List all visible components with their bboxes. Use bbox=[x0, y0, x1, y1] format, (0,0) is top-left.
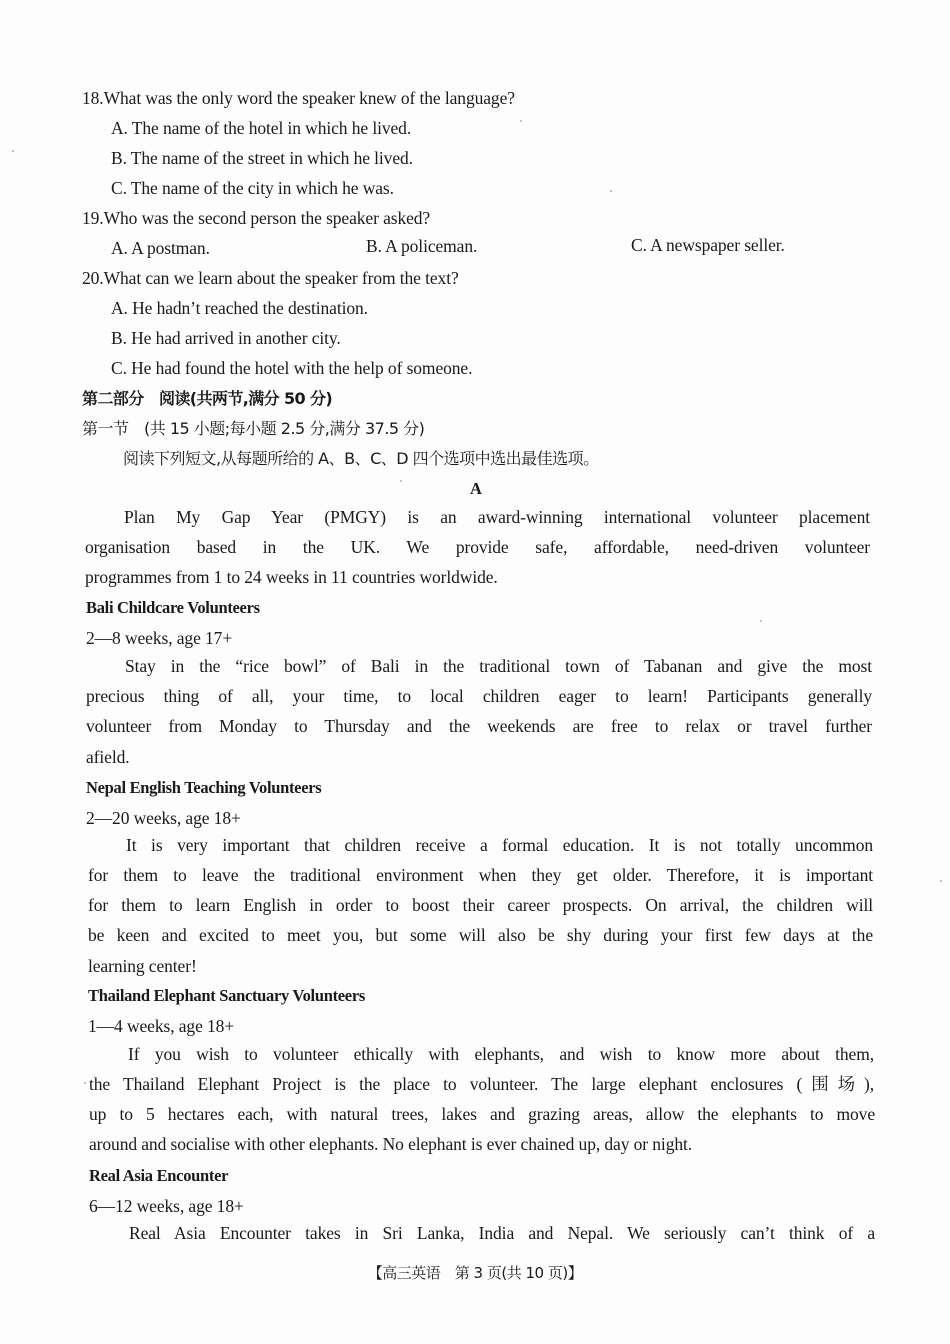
question-20 bbox=[82, 267, 459, 289]
question-18 bbox=[82, 87, 515, 109]
program-line: Real Asia Encounter takes in Sri Lanka, India and Nepal. We seriously can’t think of a bbox=[129, 1223, 875, 1243]
option-19b: B. A policeman. bbox=[366, 236, 478, 256]
intro-line: Plan My Gap Year (PMGY) is an award-winning international volunteer placement bbox=[124, 507, 870, 527]
program-title: Real Asia Encounter bbox=[89, 1166, 229, 1185]
scan-speck bbox=[84, 1082, 86, 1084]
option-20a: A. He hadn’t reached the destination. bbox=[111, 298, 368, 318]
question-stem: What was the only word the speaker knew of the language? bbox=[103, 88, 515, 108]
part-title: 第二部分 阅读(共两节,满分 50 分) bbox=[82, 389, 333, 408]
scan-speck bbox=[12, 150, 14, 152]
intro-line: programmes from 1 to 24 weeks in 11 countries worldwide. bbox=[85, 567, 498, 587]
question-number: 18. bbox=[82, 88, 104, 108]
scan-speck bbox=[400, 480, 402, 482]
instruction: 阅读下列短文,从每题所给的 A、B、C、D 四个选项中选出最佳选项。 bbox=[123, 449, 599, 468]
program-line: Stay in the “rice bowl” of Bali in the traditional town of Tabanan and give the most bbox=[125, 656, 872, 676]
program-line: It is very important that children receive a formal education. It is not totally uncommon bbox=[126, 835, 873, 855]
question-19 bbox=[82, 207, 430, 229]
program-line: up to 5 hectares each, with natural trees, lakes and grazing areas, allow the elephants to move bbox=[89, 1104, 875, 1124]
scan-speck bbox=[520, 120, 522, 122]
question-stem: What can we learn about the speaker from the text? bbox=[103, 268, 459, 288]
program-duration: 2—8 weeks, age 17+ bbox=[86, 628, 233, 648]
option-20c: C. He had found the hotel with the help of someone. bbox=[111, 358, 473, 378]
question-number: 20. bbox=[82, 268, 104, 288]
program-title: Nepal English Teaching Volunteers bbox=[86, 778, 322, 797]
passage-label: A bbox=[470, 479, 482, 498]
scan-speck bbox=[610, 190, 612, 192]
program-line: be keen and excited to meet you, but some will also be shy during your first few days at the bbox=[88, 925, 873, 945]
program-line: volunteer from Monday to Thursday and the weekends are free to relax or travel further bbox=[86, 716, 872, 736]
program-duration: 6—12 weeks, age 18+ bbox=[89, 1196, 244, 1216]
program-title: Thailand Elephant Sanctuary Volunteers bbox=[88, 986, 365, 1005]
question-number: 19. bbox=[82, 208, 104, 228]
program-duration: 2—20 weeks, age 18+ bbox=[86, 808, 241, 828]
program-line: If you wish to volunteer ethically with elephants, and wish to know more about them, bbox=[128, 1044, 874, 1064]
option-18c: C. The name of the city in which he was. bbox=[111, 178, 394, 198]
option-19c: C. A newspaper seller. bbox=[631, 235, 785, 255]
program-line: afield. bbox=[86, 747, 130, 767]
program-line: the Thailand Elephant Project is the place to volunteer. The large elephant enclosures (围场), bbox=[89, 1074, 874, 1094]
page-footer: 【高三英语 第 3 页(共 10 页)】 bbox=[367, 1264, 583, 1282]
section-title: 第一节 (共 15 小题;每小题 2.5 分,满分 37.5 分) bbox=[82, 419, 425, 438]
question-stem: Who was the second person the speaker asked? bbox=[103, 208, 431, 228]
program-line: around and socialise with other elephants. No elephant is ever chained up, day or night. bbox=[89, 1134, 693, 1154]
scan-speck bbox=[760, 620, 762, 622]
program-title: Bali Childcare Volunteers bbox=[86, 598, 260, 617]
intro-line: organisation based in the UK. We provide safe, affordable, need-driven volunteer bbox=[85, 537, 870, 557]
program-line: for them to leave the traditional environment when they get older. Therefore, it is important bbox=[88, 865, 873, 885]
option-19a: A. A postman. bbox=[111, 238, 210, 258]
program-line: precious thing of all, your time, to local children eager to learn! Participants generally bbox=[86, 686, 872, 706]
option-20b: B. He had arrived in another city. bbox=[111, 328, 341, 348]
program-line: for them to learn English in order to boost their career prospects. On arrival, the children will bbox=[88, 895, 873, 915]
program-duration: 1—4 weeks, age 18+ bbox=[88, 1016, 235, 1036]
option-18a: A. The name of the hotel in which he lived. bbox=[111, 118, 412, 138]
scan-speck bbox=[940, 880, 942, 882]
program-line: learning center! bbox=[88, 956, 197, 976]
option-18b: B. The name of the street in which he lived. bbox=[111, 148, 413, 168]
